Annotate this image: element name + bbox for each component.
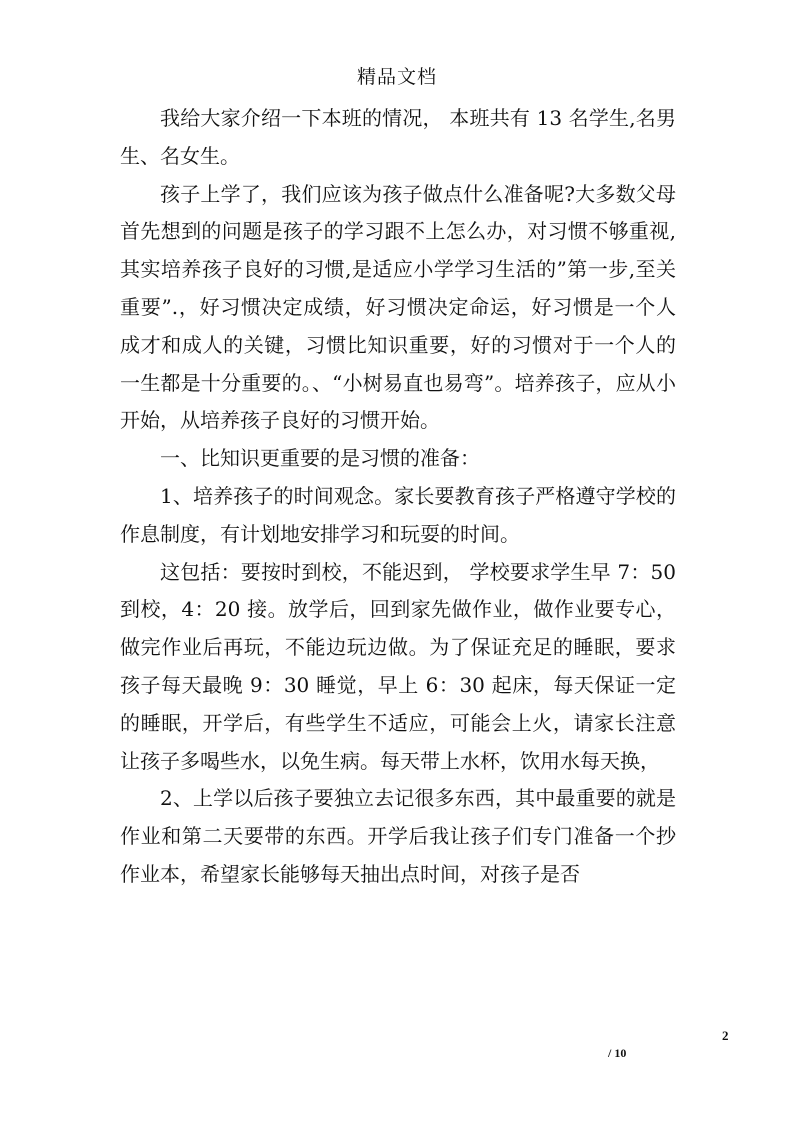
paragraph-habits-importance: 孩子上学了，我们应该为孩子做点什么准备呢?大多数父母首先想到的问题是孩子的学习跟不上怎么办，对习惯不够重视,其实培养孩子良好的习惯,是适应小学学习生活的”第一步,至关重要”.，好习惯决定成绩，好习惯决定命运，好习惯是一个人成才和成人的关键，习惯比知识重要，好的习惯对于一个人的一生都是十分重要的。、“小树易直也易弯”。培养孩子，应从小开始，从培养孩子良好的习惯开始。 — [120, 181, 676, 433]
page-number: 2 — [722, 1028, 729, 1043]
paragraph-schedule-details: 这包括：要按时到校，不能迟到， 学校要求学生早 7：50 到校，4：20 接。放学后，回到家先做作业，做作业要专心，做完作业后再玩，不能边玩边做。为了保证充足的睡眠，要求孩子每天最晚 9：30 睡觉，早上 6：30 起床，每天保证一定的睡眠，开学后，有些学生不适应，可能会上火，请家长注意让孩子多喝些水，以免生病。每天带上水杯，饮用水每天换， — [120, 559, 676, 773]
paragraph-homework-notebook: 2、上学以后孩子要独立去记很多东西，其中最重要的就是作业和第二天要带的东西。开学后我让孩子们专门准备一个抄作业本，希望家长能够每天抽出点时间，对孩子是否 — [120, 786, 676, 886]
section-heading-habits: 一、比知识更重要的是习惯的准备： — [160, 446, 480, 471]
document-body — [120, 100, 676, 894]
paragraph-class-intro: 我给大家介绍一下本班的情况， 本班共有 13 名学生,名男生、名女生。 — [120, 106, 676, 168]
document-header-title: 精品文档 — [356, 66, 437, 88]
page-total: / 10 — [608, 1046, 627, 1060]
paragraph-time-concept: 1、培养孩子的时间观念。家长要教育孩子严格遵守学校的作息制度，有计划地安排学习和玩耍的时间。 — [120, 483, 676, 546]
